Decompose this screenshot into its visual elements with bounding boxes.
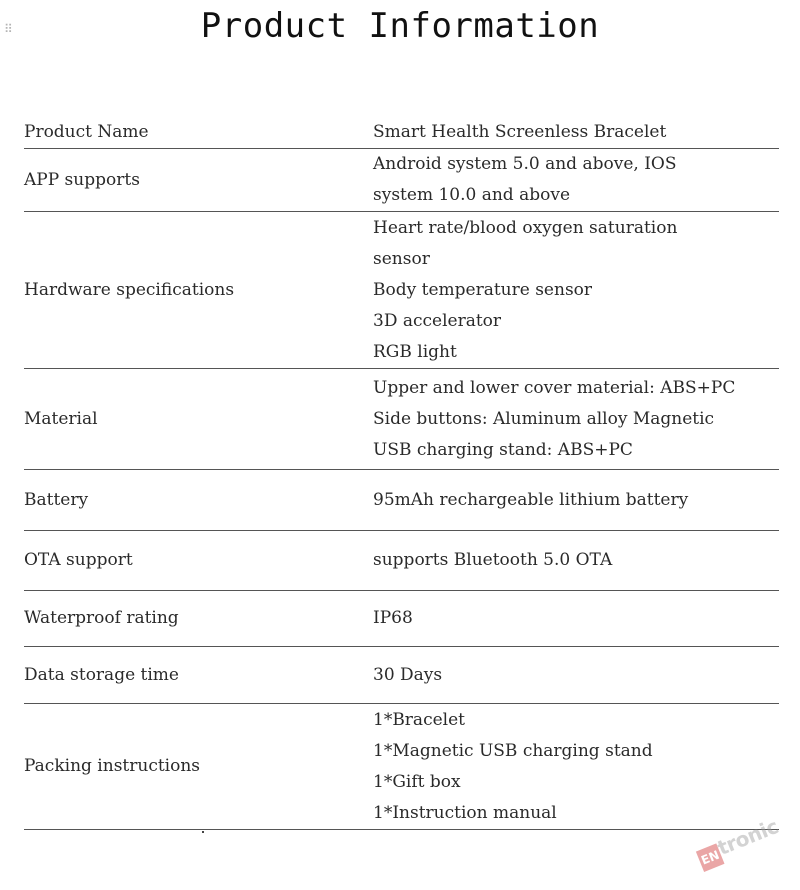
value-line: 1*Gift box [373, 771, 461, 792]
page-title: Product Information [200, 6, 600, 46]
row-value: 30 Days [373, 647, 779, 704]
product-spec-table [24, 117, 779, 830]
row-value: 95mAh rechargeable lithium battery [373, 470, 779, 531]
drag-handle-icon[interactable]: ⠿ [4, 22, 12, 36]
table-row-ota [24, 531, 779, 591]
row-value: Smart Health Screenless Bracelet [373, 117, 779, 149]
value-line: 3D accelerator [373, 310, 502, 331]
value-line: 1*Magnetic USB charging stand [373, 740, 653, 761]
row-value [373, 212, 779, 369]
row-label: Product Name [24, 117, 373, 149]
value-line: Body temperature sensor [373, 279, 593, 300]
table-row-hardware [24, 212, 779, 369]
value-line: Android system 5.0 and above, IOS [373, 154, 677, 174]
row-value: IP68 [373, 591, 779, 647]
value-line: Side buttons: Aluminum alloy Magnetic [373, 408, 715, 429]
value-line: 1*Bracelet [373, 709, 465, 730]
row-label: Material [24, 369, 373, 470]
table-row-data-storage [24, 647, 779, 704]
row-label: APP supports [24, 149, 373, 212]
row-value [373, 704, 779, 830]
table-row-battery [24, 470, 779, 531]
row-label: Hardware specifications [24, 212, 373, 369]
table-row-app-supports [24, 149, 779, 212]
value-line: Heart rate/blood oxygen saturation [373, 217, 678, 238]
stray-dot [202, 831, 204, 833]
row-label: Battery [24, 470, 373, 531]
table-row-product-name [24, 117, 779, 149]
value-line: 1*Instruction manual [373, 802, 557, 823]
row-value: supports Bluetooth 5.0 OTA [373, 531, 779, 591]
value-line: Upper and lower cover material: ABS+PC [373, 377, 736, 398]
table-row-waterproof [24, 591, 779, 647]
row-value [373, 369, 779, 470]
watermark-text: tronic [714, 814, 782, 861]
table-row-material [24, 369, 779, 470]
table-row-packing [24, 704, 779, 830]
row-label: Data storage time [24, 647, 373, 704]
watermark-logo-icon: EN [696, 843, 725, 872]
row-label: Waterproof rating [24, 591, 373, 647]
value-line: RGB light [373, 341, 457, 362]
row-value [373, 149, 779, 212]
value-line: system 10.0 and above [373, 185, 571, 205]
value-line: sensor [373, 248, 430, 269]
row-label: Packing instructions [24, 704, 373, 830]
row-label: OTA support [24, 531, 373, 591]
value-line: USB charging stand: ABS+PC [373, 439, 633, 460]
